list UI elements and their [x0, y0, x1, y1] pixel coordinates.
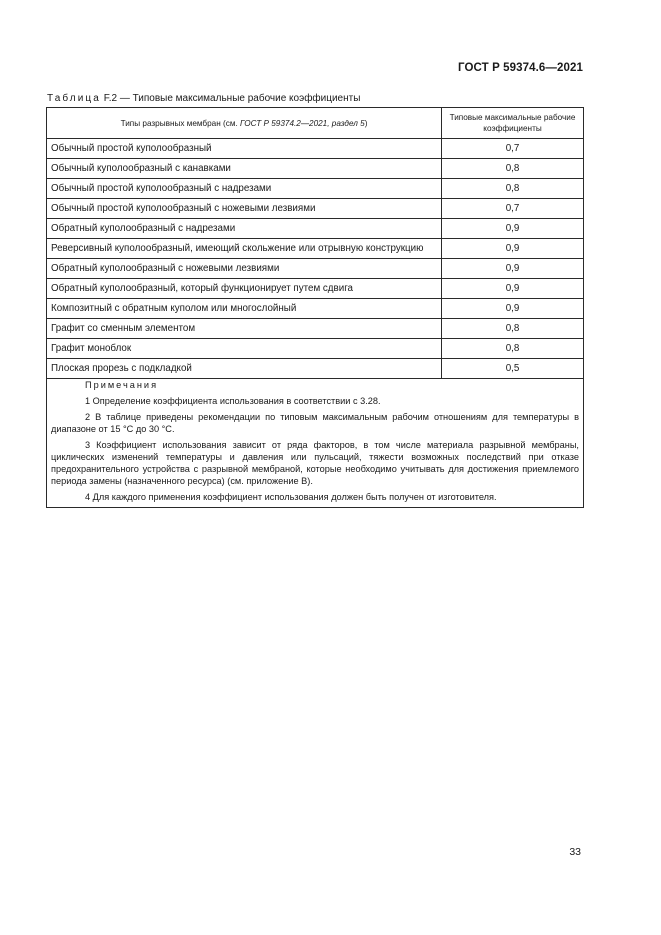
coefficient-cell: 0,8	[442, 319, 584, 339]
table-row	[47, 319, 584, 339]
table-body	[47, 139, 584, 379]
notes-list	[51, 395, 579, 503]
coefficient-cell: 0,9	[442, 239, 584, 259]
table-row	[47, 159, 584, 179]
table-row	[47, 219, 584, 239]
coefficient-cell: 0,9	[442, 299, 584, 319]
membrane-type-cell: Графит моноблок	[47, 339, 442, 359]
note-item: 3 Коэффициент использования зависит от ряда факторов, в том числе материала разрывной мембраны, циклических изменений температуры и давления или пульсаций, тяжести возможных последствий при отказе предохранительного устройства с разрывной мембраной, которые необходимо учитывать для достижения приемлемого периода замены (назначенного ресурса) (см. приложение В).	[51, 440, 579, 486]
table-row	[47, 339, 584, 359]
table-row	[47, 239, 584, 259]
caption-title: — Типовые максимальные рабочие коэффициенты	[117, 93, 361, 104]
membrane-type-cell: Плоская прорезь с подкладкой	[47, 359, 442, 379]
page-number: 33	[569, 846, 581, 858]
document-code: ГОСТ Р 59374.6—2021	[458, 62, 583, 74]
membrane-type-cell: Обычный простой куполообразный с ножевыми лезвиями	[47, 199, 442, 219]
table-row	[47, 259, 584, 279]
table-header-row	[47, 108, 584, 139]
coefficient-cell: 0,9	[442, 219, 584, 239]
table-row	[47, 139, 584, 159]
membrane-type-cell: Обычный куполообразный с канавками	[47, 159, 442, 179]
note-item: 2 В таблице приведены рекомендации по типовым максимальным рабочим отношениям для температуры в диапазоне от 15 °С до 30 °С.	[51, 412, 579, 434]
coefficient-cell: 0,8	[442, 159, 584, 179]
membrane-type-cell: Обратный куполообразный с ножевыми лезвиями	[47, 259, 442, 279]
membrane-type-cell: Реверсивный куполообразный, имеющий скольжение или отрывную конструкцию	[47, 239, 442, 259]
table-row	[47, 299, 584, 319]
column-header-text: Типы разрывных мембран (см.	[120, 118, 241, 128]
membrane-type-cell: Обратный куполообразный с надрезами	[47, 219, 442, 239]
caption-number: F.2	[103, 93, 118, 104]
coefficient-cell: 0,7	[442, 199, 584, 219]
coefficient-cell: 0,7	[442, 139, 584, 159]
note-item: 4 Для каждого применения коэффициент использования должен быть получен от изготовителя.	[85, 492, 497, 502]
column-header-reference: ГОСТ Р 59374.2—2021, раздел 5	[240, 118, 365, 128]
membrane-type-cell: Обычный простой куполообразный	[47, 139, 442, 159]
column-header-close: )	[364, 118, 368, 128]
coefficient-cell: 0,9	[442, 259, 584, 279]
notes-title: Примечания	[85, 380, 159, 390]
table-row	[47, 179, 584, 199]
membrane-type-cell: Графит со сменным элементом	[47, 319, 442, 339]
column-header-coefficient: Типовые максимальные рабочие коэффициенты	[442, 108, 584, 139]
coefficient-cell: 0,5	[442, 359, 584, 379]
table-row	[47, 199, 584, 219]
coefficient-cell: 0,8	[442, 179, 584, 199]
coefficients-table	[46, 107, 584, 508]
table-row	[47, 279, 584, 299]
caption-prefix: Таблица	[47, 93, 101, 104]
note-item: 1 Определение коэффициента использования в соответствии с 3.28.	[85, 396, 381, 406]
coefficient-cell: 0,9	[442, 279, 584, 299]
notes-row	[47, 379, 584, 508]
membrane-type-cell: Обычный простой куполообразный с надрезами	[47, 179, 442, 199]
membrane-type-cell: Композитный с обратным куполом или многослойный	[47, 299, 442, 319]
coefficient-cell: 0,8	[442, 339, 584, 359]
membrane-type-cell: Обратный куполообразный, который функционирует путем сдвига	[47, 279, 442, 299]
column-header-membrane-type	[47, 108, 442, 139]
table-row	[47, 359, 584, 379]
table-caption	[47, 93, 360, 104]
notes-cell	[47, 379, 584, 508]
